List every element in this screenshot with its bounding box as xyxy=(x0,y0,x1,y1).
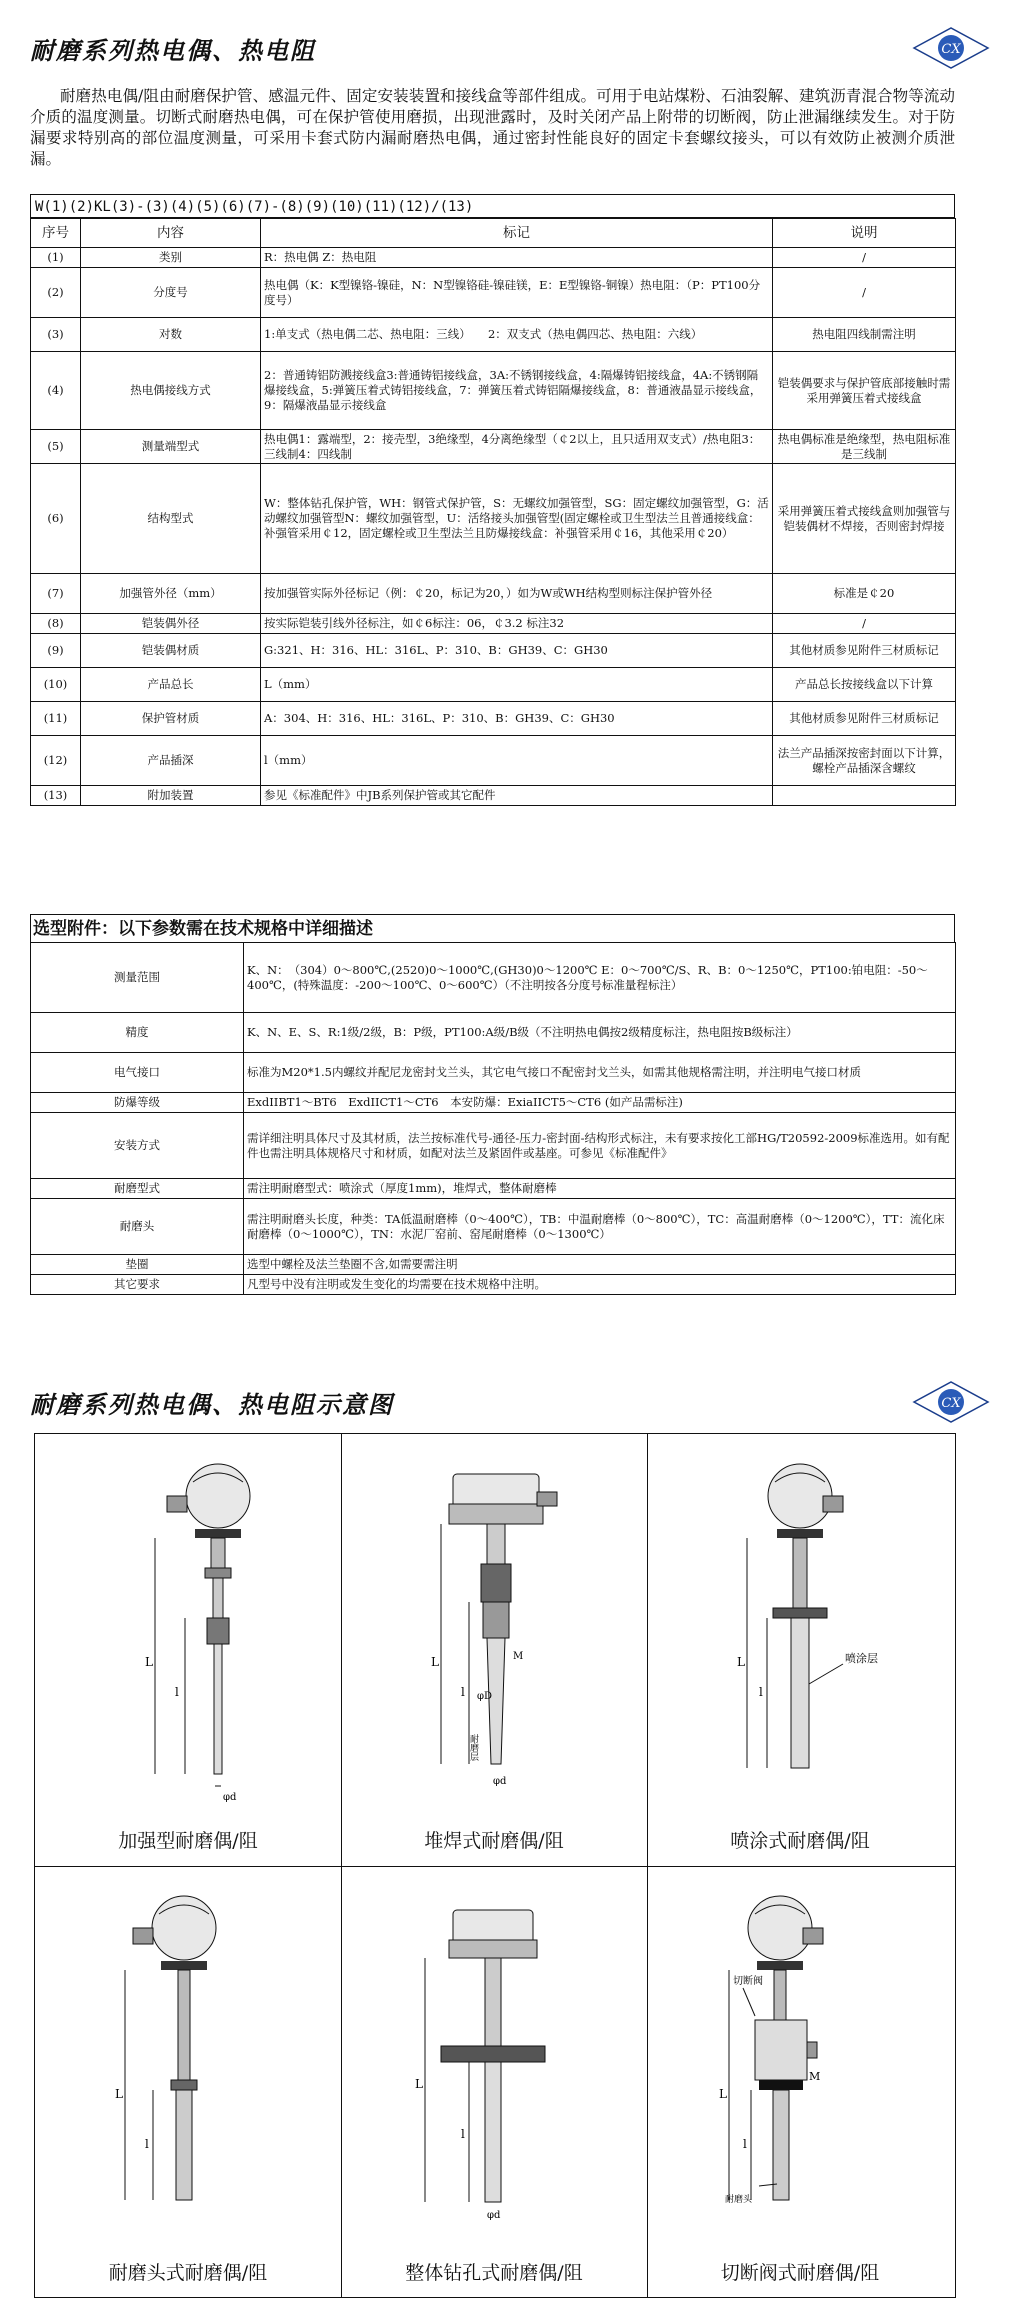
label-l: l xyxy=(759,1685,763,1699)
row-mark: W：整体钻孔保护管，WH：钢管式保护管，S：无螺纹加强管型，SG：固定螺纹加强管型，G：活动螺纹加强管型N：螺纹加强管型，U：活络接头加强管型(固定螺栓或卫生型法兰且普通接线盒：补强管采用￠12，固定螺栓或卫生型法兰且防爆接线盒：补强管采用￠16，其他采用￠20） xyxy=(261,464,773,574)
sel-item: 安装方式 xyxy=(31,1113,244,1179)
row-no: (9) xyxy=(31,634,81,668)
row-note: 标准是￠20 xyxy=(773,574,956,614)
caption-drilled: 整体钻孔式耐磨偶/阻 xyxy=(405,2262,583,2284)
label-l: l xyxy=(145,2137,149,2151)
row-note: 铠装偶要求与保护管底部接触时需采用弹簧压着式接线盒 xyxy=(773,352,956,430)
table-row xyxy=(31,943,956,1013)
row-mark: 2：普通铸铝防溅接线盒3:普通铸铝接线盒，3A:不锈钢接线盒，4:隔爆铸铝接线盒，4A:不锈钢隔爆接线盒，5:弹簧压着式铸铝接线盒，7：弹簧压着式铸铝隔爆接线盒，8：普通液晶显示接线盒，9：隔爆液晶显示接线盒 xyxy=(261,352,773,430)
table-row xyxy=(31,248,956,268)
row-item: 测量端型式 xyxy=(81,430,261,464)
row-no: (4) xyxy=(31,352,81,430)
sel-desc: 需注明耐磨型式：喷涂式（厚度1mm)，堆焊式，整体耐磨棒 xyxy=(244,1179,956,1199)
row-no: (5) xyxy=(31,430,81,464)
label-l: l xyxy=(461,2127,465,2141)
diagram-reinforced xyxy=(35,1434,341,1866)
caption-shutoff-valve: 切断阀式耐磨偶/阻 xyxy=(720,2262,880,2284)
diagram-section-title: 耐磨系列热电偶、热电阻示意图 xyxy=(30,1390,394,1419)
table-row xyxy=(31,614,956,634)
sel-desc: 需注明耐磨头长度，种类：TA低温耐磨棒（0～400℃），TB：中温耐磨棒（0～800℃），TC：高温耐磨棒（0～1200℃），TT：流化床耐磨棒（0～1000℃），TN：水泥厂窑前、窑尾耐磨棒（0～1300℃） xyxy=(244,1199,956,1255)
diagram-shutoff-valve xyxy=(647,1866,953,2298)
caption-spray-coated: 喷涂式耐磨偶/阻 xyxy=(730,1830,870,1852)
row-mark: 按加强管实际外径标记（例：￠20，标记为20，）如为W或WH结构型则标注保护管外径 xyxy=(261,574,773,614)
model-spec-line: W(1)(2)KL(3)-(3)(4)(5)(6)(7)-(8)(9)(10)(11)(12)/(13) xyxy=(30,194,955,218)
row-note: 热电偶标准是绝缘型，热电阻标准是三线制 xyxy=(773,430,956,464)
row-note xyxy=(773,786,956,806)
row-mark: 热电偶1：露端型，2：接壳型，3绝缘型，4分离绝缘型（￠2以上，且只适用双支式）/热电阻3：三线制4：四线制 xyxy=(261,430,773,464)
row-item: 加强管外径（mm） xyxy=(81,574,261,614)
svg-text:CX: CX xyxy=(941,42,961,57)
label-L: L xyxy=(115,2087,123,2101)
label-L: L xyxy=(719,2087,727,2101)
row-no: (8) xyxy=(31,614,81,634)
svg-text:CX: CX xyxy=(941,1396,961,1411)
row-note: 产品总长按接线盒以下计算 xyxy=(773,668,956,702)
company-logo-icon xyxy=(912,1380,990,1424)
label-M: M xyxy=(809,2070,821,2083)
table-row xyxy=(31,1179,956,1199)
label-head: 耐磨头 xyxy=(725,2195,753,2205)
row-item: 铠装偶材质 xyxy=(81,634,261,668)
col-header-mark: 标记 xyxy=(261,219,773,248)
row-no: (11) xyxy=(31,702,81,736)
table-row xyxy=(31,352,956,430)
sel-item: 耐磨头 xyxy=(31,1199,244,1255)
diagram-drilled xyxy=(341,1866,647,2298)
row-mark: 热电偶（K：K型镍铬-镍硅，N：N型镍铬硅-镍硅镁，E：E型镍铬-铜镍）热电阻：（P：PT100分度号） xyxy=(261,268,773,318)
section-header-2 xyxy=(30,1380,990,1424)
label-phid: φd xyxy=(487,2210,501,2221)
sel-desc: 选型中螺栓及法兰垫圈不含,如需要需注明 xyxy=(244,1255,956,1275)
table-row xyxy=(31,1275,956,1295)
row-no: (6) xyxy=(31,464,81,574)
diagram-weld-overlay xyxy=(341,1434,647,1866)
row-item: 结构型式 xyxy=(81,464,261,574)
diagram-grid xyxy=(34,1433,956,2298)
table-row xyxy=(31,1199,956,1255)
sel-desc: 凡型号中没有注明或发生变化的均需要在技术规格中注明。 xyxy=(244,1275,956,1295)
row-item: 对数 xyxy=(81,318,261,352)
company-logo-icon xyxy=(912,26,990,70)
caption-weld-overlay: 堆焊式耐磨偶/阻 xyxy=(424,1830,564,1852)
row-mark: L（mm） xyxy=(261,668,773,702)
label-coat: 喷涂层 xyxy=(845,1652,878,1665)
label-wear: 耐磨层 xyxy=(468,1734,478,1761)
row-item: 类别 xyxy=(81,248,261,268)
row-mark: 1:单支式（热电偶二芯、热电阻：三线） 2：双支式（热电偶四芯、热电阻：六线） xyxy=(261,318,773,352)
table-row xyxy=(31,1113,956,1179)
row-mark: A：304、H：316、HL：316L、P：310、B：GH39、C：GH30 xyxy=(261,702,773,736)
table-row xyxy=(31,1013,956,1053)
label-M: M xyxy=(513,1651,524,1662)
row-note: / xyxy=(773,614,956,634)
row-note: 法兰产品插深按密封面以下计算，螺栓产品插深含螺纹 xyxy=(773,736,956,786)
table-row xyxy=(31,318,956,352)
table-row xyxy=(31,1255,956,1275)
weld-overlay-thermocouple-icon xyxy=(341,1434,647,1814)
row-no: (12) xyxy=(31,736,81,786)
section-header-1 xyxy=(30,26,990,70)
row-mark: G:321、H：316、HL：316L、P：310、B：GH39、C：GH30 xyxy=(261,634,773,668)
caption-reinforced: 加强型耐磨偶/阻 xyxy=(118,1830,258,1852)
sel-desc: 需详细注明具体尺寸及其材质，法兰按标准代号-通径-压力-密封面-结构形式标注，未有要求按化工部HG/T20592-2009标准选用。如有配件也需注明具体规格尺寸和材质，如配对法兰及紧固件或基座。可参见《标准配件》 xyxy=(244,1113,956,1179)
drilled-thermocouple-icon xyxy=(341,1866,647,2246)
selection-heading: 选型附件：以下参数需在技术规格中详细描述 xyxy=(30,914,955,942)
caption-wear-head: 耐磨头式耐磨偶/阻 xyxy=(108,2262,268,2284)
row-item: 保护管材质 xyxy=(81,702,261,736)
table-row xyxy=(31,268,956,318)
label-L: L xyxy=(145,1655,153,1669)
row-mark: l（mm） xyxy=(261,736,773,786)
row-item: 附加装置 xyxy=(81,786,261,806)
row-no: (10) xyxy=(31,668,81,702)
sel-item: 耐磨型式 xyxy=(31,1179,244,1199)
row-note: 其他材质参见附件三材质标记 xyxy=(773,702,956,736)
row-no: (7) xyxy=(31,574,81,614)
sel-desc: K、N、E、S、R:1级/2级，B：P级，PT100:A级/B级（不注明热电偶按2级精度标注，热电阻按B级标注） xyxy=(244,1013,956,1053)
sel-item: 精度 xyxy=(31,1013,244,1053)
col-header-no: 序号 xyxy=(31,219,81,248)
label-l: l xyxy=(175,1685,179,1699)
label-phiD: φD xyxy=(477,1691,493,1702)
col-header-item: 内容 xyxy=(81,219,261,248)
row-no: (2) xyxy=(31,268,81,318)
label-L: L xyxy=(415,2077,423,2091)
model-code-table xyxy=(30,218,956,806)
label-L: L xyxy=(737,1655,745,1669)
sel-desc: ExdIIBT1～BT6 ExdIICT1～CT6 本安防爆：ExiaIICT5～CT6 (如产品需标注) xyxy=(244,1093,956,1113)
row-no: (3) xyxy=(31,318,81,352)
row-no: (1) xyxy=(31,248,81,268)
sel-desc: 标准为M20*1.5内螺纹并配尼龙密封戈兰头，其它电气接口不配密封戈兰头，如需其他规格需注明，并注明电气接口材质 xyxy=(244,1053,956,1093)
row-note: 其他材质参见附件三材质标记 xyxy=(773,634,956,668)
row-note: / xyxy=(773,248,956,268)
row-item: 产品插深 xyxy=(81,736,261,786)
label-L: L xyxy=(431,1655,439,1669)
diagram-spray-coated xyxy=(647,1434,953,1866)
row-item: 分度号 xyxy=(81,268,261,318)
col-header-note: 说明 xyxy=(773,219,956,248)
page-title: 耐磨系列热电偶、热电阻 xyxy=(30,36,316,65)
spray-coated-thermocouple-icon xyxy=(647,1434,953,1814)
table-row xyxy=(31,786,956,806)
row-no: (13) xyxy=(31,786,81,806)
row-note: 热电阻四线制需注明 xyxy=(773,318,956,352)
sel-item: 垫圈 xyxy=(31,1255,244,1275)
intro-paragraph: 耐磨热电偶/阻由耐磨保护管、感温元件、固定安装装置和接线盒等部件组成。可用于电站煤粉、石油裂解、建筑沥青混合物等流动介质的温度测量。切断式耐磨热电偶，可在保护管使用磨损，出现泄露时，及时关闭产品上附带的切断阀，防止泄漏继续发生。对于防漏要求特别高的部位温度测量，可采用卡套式防内漏耐磨热电偶，通过密封性能良好的固定卡套螺纹接头，可以有效防止被测介质泄漏。 xyxy=(30,87,955,168)
row-item: 产品总长 xyxy=(81,668,261,702)
row-item: 热电偶接线方式 xyxy=(81,352,261,430)
label-l: l xyxy=(461,1685,465,1699)
sel-item: 电气接口 xyxy=(31,1053,244,1093)
table-row xyxy=(31,1093,956,1113)
sel-item: 测量范围 xyxy=(31,943,244,1013)
table-row xyxy=(31,736,956,786)
table-row xyxy=(31,1053,956,1093)
reinforced-thermocouple-icon xyxy=(35,1434,341,1814)
row-note: 采用弹簧压着式接线盒则加强管与铠装偶材不焊接，否则密封焊接 xyxy=(773,464,956,574)
label-phid: φd xyxy=(493,1776,507,1787)
label-l: l xyxy=(743,2137,747,2151)
selection-table xyxy=(30,942,956,1295)
table-row xyxy=(31,574,956,614)
label-phid: φd xyxy=(223,1792,237,1803)
row-item: 铠装偶外径 xyxy=(81,614,261,634)
table-row xyxy=(31,464,956,574)
table-row xyxy=(31,430,956,464)
table-row xyxy=(31,668,956,702)
sel-item: 防爆等级 xyxy=(31,1093,244,1113)
row-mark: 参见《标准配件》中JB系列保护管或其它配件 xyxy=(261,786,773,806)
sel-item: 其它要求 xyxy=(31,1275,244,1295)
label-valve: 切断阀 xyxy=(733,1976,763,1987)
diagram-wear-head xyxy=(35,1866,341,2298)
shutoff-valve-thermocouple-icon xyxy=(647,1866,953,2246)
sel-desc: K、N： （304）0～800℃,(2520)0～1000℃,(GH30)0～1200℃ E：0～700℃/S、R、B：0～1250℃，PT100:铂电阻：-50～400℃，(特殊温度：-200～100℃、0～600℃）（不注明按各分度号标准量程标注） xyxy=(244,943,956,1013)
row-mark: R：热电偶 Z：热电阻 xyxy=(261,248,773,268)
row-note: / xyxy=(773,268,956,318)
wear-head-thermocouple-icon xyxy=(35,1866,341,2246)
row-mark: 按实际铠装引线外径标注，如￠6标注：06，￠3.2 标注32 xyxy=(261,614,773,634)
table-row xyxy=(31,702,956,736)
table-row xyxy=(31,634,956,668)
